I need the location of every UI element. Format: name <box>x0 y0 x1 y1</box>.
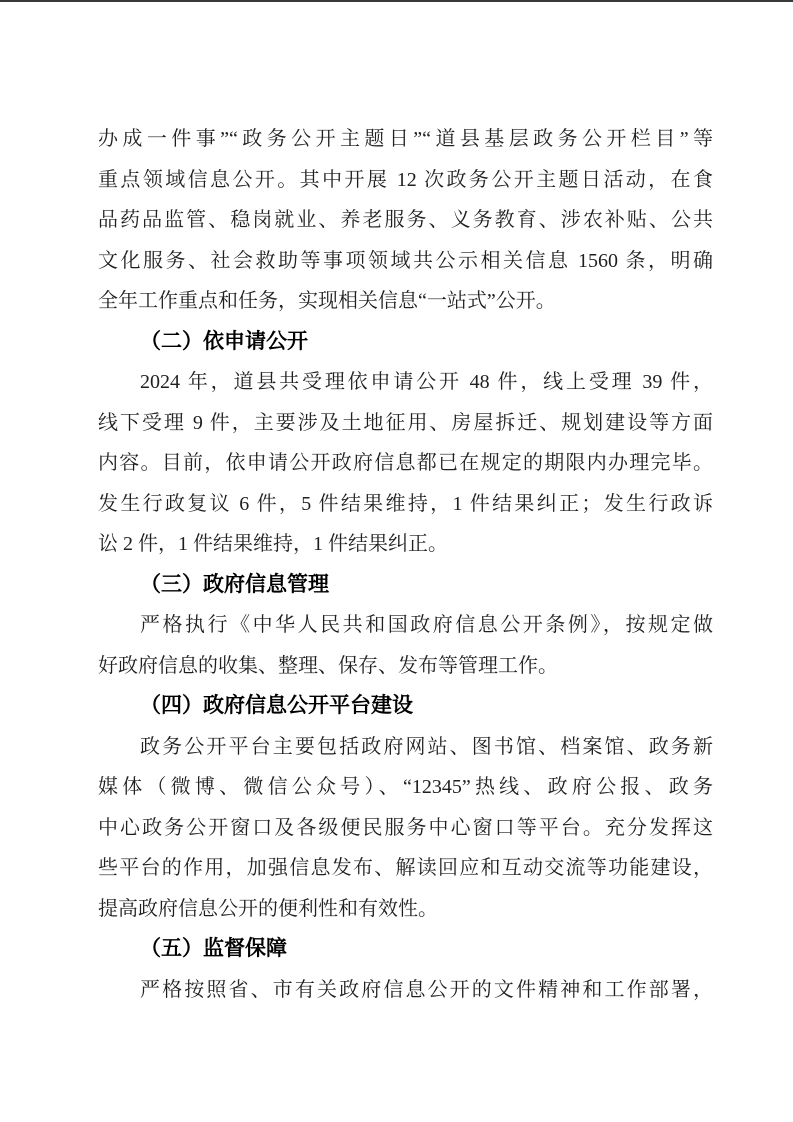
paragraph-line: 严格执行《中华人民共和国政府信息公开条例》，按规定做 <box>140 614 713 636</box>
paragraph-line: 品药品监管、稳岗就业、养老服务、义务教育、涉农补贴、公共 <box>98 209 713 231</box>
section-heading: （四）政府信息公开平台建设 <box>140 694 413 717</box>
paragraph-line: 讼 2 件，1 件结果维持，1 件结果纠正。 <box>98 533 448 555</box>
paragraph-line: 文化服务、社会救助等事项领域共公示相关信息 1560 条，明确 <box>98 249 713 272</box>
paragraph-line: 重点领域信息公开。其中开展 12 次政务公开主题日活动，在食 <box>98 168 713 191</box>
section-heading: （二）依申请公开 <box>140 329 308 353</box>
paragraph-line: 2024 年，道县共受理依申请公开 48 件，线上受理 39 件， <box>140 371 713 393</box>
paragraph-line: 些平台的作用，加强信息发布、解读回应和互动交流等功能建设， <box>98 857 713 879</box>
paragraph-line: 发生行政复议 6 件，5 件结果维持，1 件结果纠正；发生行政诉 <box>98 492 713 515</box>
paragraph-line: 办成一件事”“政务公开主题日”“道县基层政务公开栏目”等 <box>98 128 713 150</box>
document-content <box>98 119 713 1010</box>
paragraph-line: 好政府信息的收集、整理、保存、发布等管理工作。 <box>98 654 558 677</box>
page-top-border <box>0 0 793 2</box>
paragraph-line: 内容。目前，依申请公开政府信息都已在规定的期限内办理完毕。 <box>98 452 713 474</box>
paragraph-line: 媒体（微博、微信公众号）、“12345”热线、政府公报、政务 <box>98 776 713 798</box>
section-heading: （三）政府信息管理 <box>140 572 329 596</box>
paragraph-line: 全年工作重点和任务，实现相关信息“一站式”公开。 <box>98 290 556 312</box>
section-heading: （五）监督保障 <box>140 937 287 960</box>
paragraph-line: 政务公开平台主要包括政府网站、图书馆、档案馆、政务新 <box>140 735 713 758</box>
paragraph-line: 线下受理 9 件，主要涉及土地征用、房屋拆迁、规划建设等方面 <box>98 411 713 434</box>
paragraph-line: 严格按照省、市有关政府信息公开的文件精神和工作部署， <box>140 978 713 1001</box>
paragraph-line: 中心政务公开窗口及各级便民服务中心窗口等平台。充分发挥这 <box>98 816 713 839</box>
paragraph-line: 提高政府信息公开的便利性和有效性。 <box>98 897 438 920</box>
